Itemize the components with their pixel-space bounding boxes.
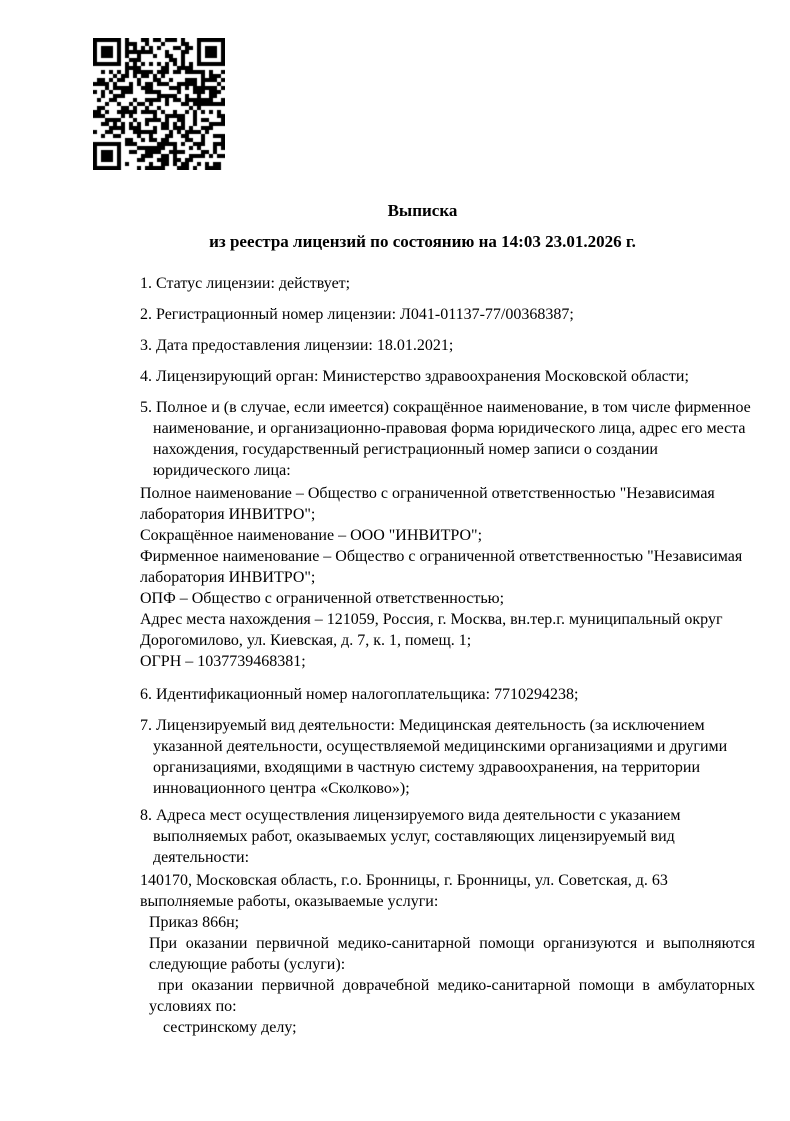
works-header: выполняемые работы, оказываемые услуги: — [140, 893, 439, 910]
activity-address: 140170, Московская область, г.о. Бронницы, г. Бронницы, ул. Советская, д. 63 — [140, 872, 668, 889]
licensing-authority-item — [140, 366, 755, 387]
pre-medical-care-works: при оказании первичной доврачебной медико-санитарной помощи в амбулаторных условиях по: — [149, 977, 755, 1015]
item-number: 3. — [140, 337, 152, 354]
item-text: Дата предоставления лицензии: 18.01.2021; — [156, 337, 454, 354]
item-number: 1. — [140, 275, 152, 292]
document-content — [140, 200, 755, 1038]
org-short-name: Сокращённое наименование – ООО "ИНВИТРО"; — [140, 527, 483, 544]
item-text: Полное и (в случае, если имеется) сокращённое наименование, в том числе фирменное наименование, и организационно-правовая форма юридического лица, адрес его места нахождения, государственный регистрационный номер записи о создании юридического лица: — [153, 399, 751, 479]
org-address: Адрес места нахождения – 121059, Россия, г. Москва, вн.тер.г. муниципальный округ Дорогомилово, ул. Киевская, д. 7, к. 1, помещ. 1; — [140, 611, 723, 649]
page-title: Выписка — [387, 201, 458, 220]
org-full-name: Полное наименование – Общество с ограниченной ответственностью "Независимая лаборатория ИНВИТРО"; — [140, 485, 715, 523]
activity-address-block — [140, 870, 755, 1038]
nursing-work-item: сестринскому делу; — [163, 1019, 297, 1036]
org-brand-name: Фирменное наименование – Общество с ограниченной ответственностью "Независимая лаборатория ИНВИТРО"; — [140, 548, 743, 586]
item-text: Идентификационный номер налогоплательщика: 7710294238; — [156, 686, 579, 703]
document-title-block — [140, 200, 755, 253]
item-text: Статус лицензии: действует; — [156, 275, 351, 292]
item-text: Регистрационный номер лицензии: Л041-01137-77/00368387; — [156, 306, 574, 323]
item-number: 4. — [140, 368, 152, 385]
license-status-item — [140, 273, 755, 294]
license-grant-date-item — [140, 335, 755, 356]
item-number: 2. — [140, 306, 152, 323]
org-name-item — [140, 397, 755, 481]
item-number: 5. — [140, 399, 152, 416]
licensed-activity-item — [140, 715, 755, 799]
qr-code — [93, 38, 225, 170]
order-866n: Приказ 866н; — [149, 914, 240, 931]
license-reg-number-item — [140, 304, 755, 325]
primary-care-works: При оказании первичной медико-санитарной помощи организуются и выполняются следующие работы (услуги): — [149, 935, 755, 973]
item-text: Лицензирующий орган: Министерство здравоохранения Московской области; — [156, 368, 689, 385]
item-text: Адреса мест осуществления лицензируемого вида деятельности с указанием выполняемых работ, оказываемых услуг, составляющих лицензируемый вид деятельности: — [153, 807, 681, 866]
item-number: 7. — [140, 717, 152, 734]
org-details-block — [140, 483, 755, 672]
page-subtitle: из реестра лицензий по состоянию на 14:03 23.01.2026 г. — [209, 232, 636, 251]
item-number: 8. — [140, 807, 152, 824]
item-number: 6. — [140, 686, 152, 703]
activity-addresses-item — [140, 805, 755, 868]
org-legal-form: ОПФ – Общество с ограниченной ответственностью; — [140, 590, 505, 607]
org-ogrn: ОГРН – 1037739468381; — [140, 653, 306, 670]
taxpayer-id-item — [140, 684, 755, 705]
item-text: Лицензируемый вид деятельности: Медицинская деятельность (за исключением указанной деятельности, осуществляемой медицинскими организациями и другими организациями, входящими в частную систему здравоохранения, на территории инновационного центра «Сколково»); — [153, 717, 728, 797]
